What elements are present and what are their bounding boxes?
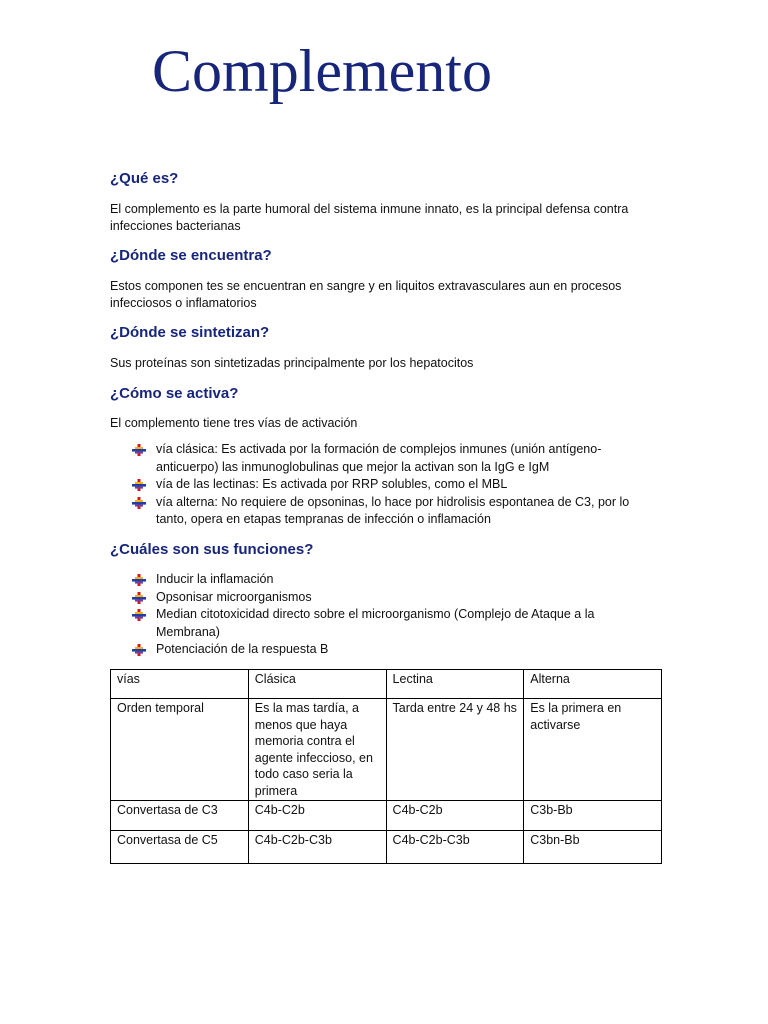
list-item: [132, 589, 652, 607]
table-header-cell: vías: [111, 670, 249, 699]
table-cell: C4b-C2b-C3b: [248, 831, 386, 864]
table-header-cell: Alterna: [524, 670, 662, 699]
document-title: Complemento: [152, 38, 492, 104]
table-row: [111, 699, 662, 801]
list-item: [132, 441, 652, 476]
list-item-text: Potenciación de la respuesta B: [156, 642, 329, 656]
table-header-cell: Lectina: [386, 670, 524, 699]
table-cell: Convertasa de C3: [111, 801, 249, 831]
list-item-text: Opsonisar microorganismos: [156, 589, 312, 604]
table-cell: C3b-Bb: [524, 801, 662, 831]
cross-bullet-icon: [132, 574, 146, 586]
paragraph-donde-se-sintetizan: Sus proteínas son sintetizadas principalmente por los hepatocitos: [110, 356, 474, 370]
cross-bullet-icon: [132, 497, 146, 509]
list-item-text: vía alterna: No requiere de opsoninas, lo hace por hidrolisis espontanea de C3, por lo tanto, opera en etapas tempranas de infección o inflamación: [156, 494, 630, 526]
heading-que-es: ¿Qué es?: [110, 170, 179, 187]
activation-list: [132, 441, 652, 529]
cross-bullet-icon: [132, 444, 146, 456]
table-cell: Es la primera en activarse: [524, 699, 662, 801]
table-cell: Orden temporal: [111, 699, 249, 801]
cross-bullet-icon: [132, 644, 146, 656]
paragraph-como-se-activa: El complemento tiene tres vías de activación: [110, 416, 358, 430]
list-item: [132, 606, 652, 641]
table-cell: Tarda entre 24 y 48 hs: [386, 699, 524, 801]
table-header-cell: Clásica: [248, 670, 386, 699]
paragraph-que-es: El complemento es la parte humoral del sistema inmune innato, es la principal defensa contra infecciones bacterianas: [110, 202, 629, 233]
cross-bullet-icon: [132, 609, 146, 621]
heading-donde-se-sintetizan: ¿Dónde se sintetizan?: [110, 324, 270, 341]
table-cell: Convertasa de C5: [111, 831, 249, 864]
table-cell: C3bn-Bb: [524, 831, 662, 864]
heading-donde-se-encuentra: ¿Dónde se encuentra?: [110, 247, 272, 264]
table-row: [111, 801, 662, 831]
cross-bullet-icon: [132, 479, 146, 491]
heading-como-se-activa: ¿Cómo se activa?: [110, 385, 239, 402]
paragraph-donde-se-encuentra: Estos componen tes se encuentran en sangre y en liquitos extravasculares aun en procesos infecciosos o inflamatorios: [110, 279, 622, 310]
list-item: [132, 476, 652, 494]
table-cell: C4b-C2b-C3b: [386, 831, 524, 864]
table-row: [111, 831, 662, 864]
table-cell: C4b-C2b: [386, 801, 524, 831]
heading-funciones: ¿Cuáles son sus funciones?: [110, 541, 314, 558]
list-item: [132, 571, 652, 589]
table-cell: Es la mas tardía, a menos que haya memoria contra el agente infeccioso, en todo caso seria la primera: [248, 699, 386, 801]
list-item-text: vía de las lectinas: Es activada por RRP solubles, como el MBL: [156, 477, 508, 491]
table-cell: C4b-C2b: [248, 801, 386, 831]
comparison-table: [110, 669, 662, 864]
list-item-text: vía clásica: Es activada por la formación de complejos inmunes (unión antígeno-anticuerpo) las inmunoglobulinas que mejor la activan son la IgG e IgM: [156, 442, 602, 474]
list-item: [132, 641, 652, 659]
cross-bullet-icon: [132, 592, 146, 604]
list-item: [132, 494, 652, 529]
functions-list: [132, 571, 652, 659]
list-item-text: Inducir la inflamación: [156, 572, 274, 586]
list-item-text: Median citotoxicidad directo sobre el microorganismo (Complejo de Ataque a la Membrana): [156, 607, 595, 639]
table-header-row: [111, 670, 662, 699]
